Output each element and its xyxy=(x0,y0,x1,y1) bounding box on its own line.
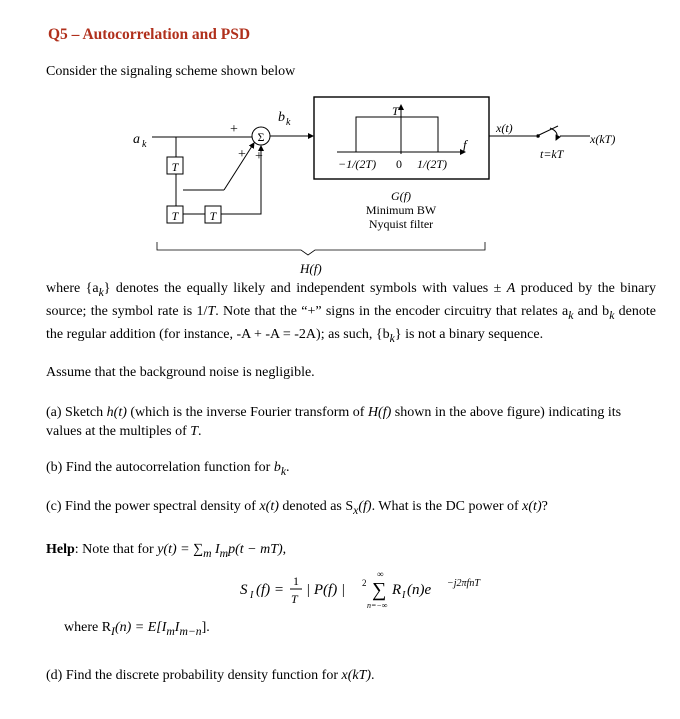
formula-sq: 2 xyxy=(362,578,367,588)
question-d xyxy=(46,666,375,685)
input-sub: k xyxy=(142,139,147,150)
question-b xyxy=(46,458,290,481)
filter-height-label: T xyxy=(392,104,399,118)
qb-text: (b) Find the autocorrelation function for xyxy=(46,460,274,475)
formula-sum-bot: n=−∞ xyxy=(367,601,388,610)
tick-left: −1/(2T) xyxy=(338,157,377,171)
filter-name: G(f) xyxy=(391,189,411,203)
qa-T: T xyxy=(190,424,199,439)
filter-line-2: Nyquist filter xyxy=(368,217,434,231)
help-msub: m xyxy=(219,546,229,560)
signaling-diagram xyxy=(120,90,640,280)
qa-h: h(t) xyxy=(106,405,127,420)
plus-sign-2: + xyxy=(238,147,246,162)
formula-sum-top: ∞ xyxy=(377,569,384,579)
plus-sign-3: + xyxy=(255,149,263,164)
where-r-s1: m xyxy=(166,624,175,638)
para1-and: and b xyxy=(573,303,610,319)
qc-end: ? xyxy=(541,499,548,514)
para1-A: A xyxy=(506,281,516,296)
help-m: m xyxy=(203,546,212,560)
delay-label-2: T xyxy=(171,209,179,223)
para1-rest: denote the regular addition (for instance, -A + -A = -2A); as such, {b xyxy=(46,303,656,342)
help-text: : Note that for xyxy=(74,542,158,557)
formula-lhs-arg: (f) = xyxy=(256,582,285,598)
filter-line-1: Minimum BW xyxy=(365,203,437,217)
qc-text: (c) Find the power spectral density of xyxy=(46,499,260,514)
overall-label: H(f) xyxy=(300,261,322,276)
tick-zero: 0 xyxy=(396,157,402,171)
qc-x2: x(t) xyxy=(522,499,542,514)
qc-xs: x xyxy=(353,503,359,517)
para1-k1: k xyxy=(98,285,104,299)
qb-k: k xyxy=(280,464,287,478)
overall-brace xyxy=(157,242,485,255)
formula-mag: | P(f) | xyxy=(306,582,346,598)
formula-frac-den: T xyxy=(291,592,298,606)
qc-mid: denoted as S xyxy=(278,499,354,514)
where-r-sub: I xyxy=(111,624,115,638)
output-b: b xyxy=(278,110,285,125)
question-title: Q5 – Autocorrelation and PSD xyxy=(48,26,251,43)
sample-output: x(kT) xyxy=(590,132,616,146)
plus-sign-1: + xyxy=(230,122,238,137)
help-label: Help xyxy=(46,542,75,557)
question-a xyxy=(46,403,656,441)
qa-dot: . xyxy=(198,424,202,439)
qc-f: (f) xyxy=(358,499,372,514)
sum-symbol: Σ xyxy=(257,130,265,144)
where-r-line xyxy=(64,618,210,641)
para1-produced: produced by the binary source; the symbol rate is 1/ xyxy=(46,281,657,319)
help-y: y(t) = ∑ xyxy=(157,542,204,557)
qd-text: (d) Find the discrete probability density function for xyxy=(46,668,342,683)
qc-q: . What is the DC power of xyxy=(371,499,523,514)
formula-lhs-sub: I xyxy=(250,590,254,601)
tick-right: 1/(2T) xyxy=(417,157,447,171)
where-r-end: ]. xyxy=(201,620,210,635)
signal-label: x(t) xyxy=(496,121,513,135)
question-c xyxy=(46,497,548,520)
output-b-sub: k xyxy=(286,117,291,128)
qd-dot: . xyxy=(371,668,375,683)
formula-R: R xyxy=(392,582,402,598)
formula-R-sub: I xyxy=(402,590,406,601)
freq-axis-label: f xyxy=(463,137,467,152)
para1-where: where {a xyxy=(46,281,99,296)
where-r-I2: I xyxy=(174,620,180,635)
psd-formula xyxy=(240,568,520,610)
qc-x1: x(t) xyxy=(259,499,279,514)
delay-label-3: T xyxy=(209,209,217,223)
where-r-s2: m−n xyxy=(179,624,202,638)
help-line xyxy=(46,540,286,563)
qd-x: x(kT) xyxy=(341,668,372,683)
intro-text: Consider the signaling scheme shown below xyxy=(46,64,296,79)
formula-R-arg: (n)e xyxy=(407,582,432,598)
help-rest: p(t − mT) xyxy=(228,542,283,557)
input-label: a xyxy=(133,132,140,147)
formula-lhs: S xyxy=(240,582,248,598)
formula-frac-num: 1 xyxy=(293,574,299,588)
qa-rest: shown in the above figure) indicating its values at the multiples of xyxy=(46,405,622,439)
where-r-arg: (n) = E[I xyxy=(114,620,167,635)
where-r-text: where R xyxy=(64,620,112,635)
formula-sum-symbol: ∑ xyxy=(372,579,387,601)
para1-k2: k xyxy=(568,308,574,322)
qa-H: H(f) xyxy=(367,405,392,420)
qa-text: (a) Sketch xyxy=(46,405,107,420)
qb-dot: . xyxy=(286,460,290,475)
paragraph-1 xyxy=(46,279,656,347)
delay-label-1: T xyxy=(171,160,179,174)
para1-k4: k xyxy=(389,331,395,345)
paragraph-2: Assume that the background noise is negligible. xyxy=(46,365,315,380)
qa-mid: (which is the inverse Fourier transform of xyxy=(126,405,368,420)
help-Im: I xyxy=(214,542,220,557)
formula-exp: −j2πfnT xyxy=(447,578,480,589)
para1-note: . Note that the “+” signs in the encoder circuitry that relates a xyxy=(215,303,569,319)
para1-k3: k xyxy=(609,308,615,322)
qb-b: b xyxy=(273,460,281,475)
sample-label: t=kT xyxy=(540,147,564,161)
para1-end: } is not a binary sequence. xyxy=(394,326,544,342)
para1-denotes: } denotes the equally likely and independent symbols with values ± xyxy=(103,281,502,296)
help-comma: , xyxy=(282,542,287,557)
para1-T: T xyxy=(207,303,216,319)
